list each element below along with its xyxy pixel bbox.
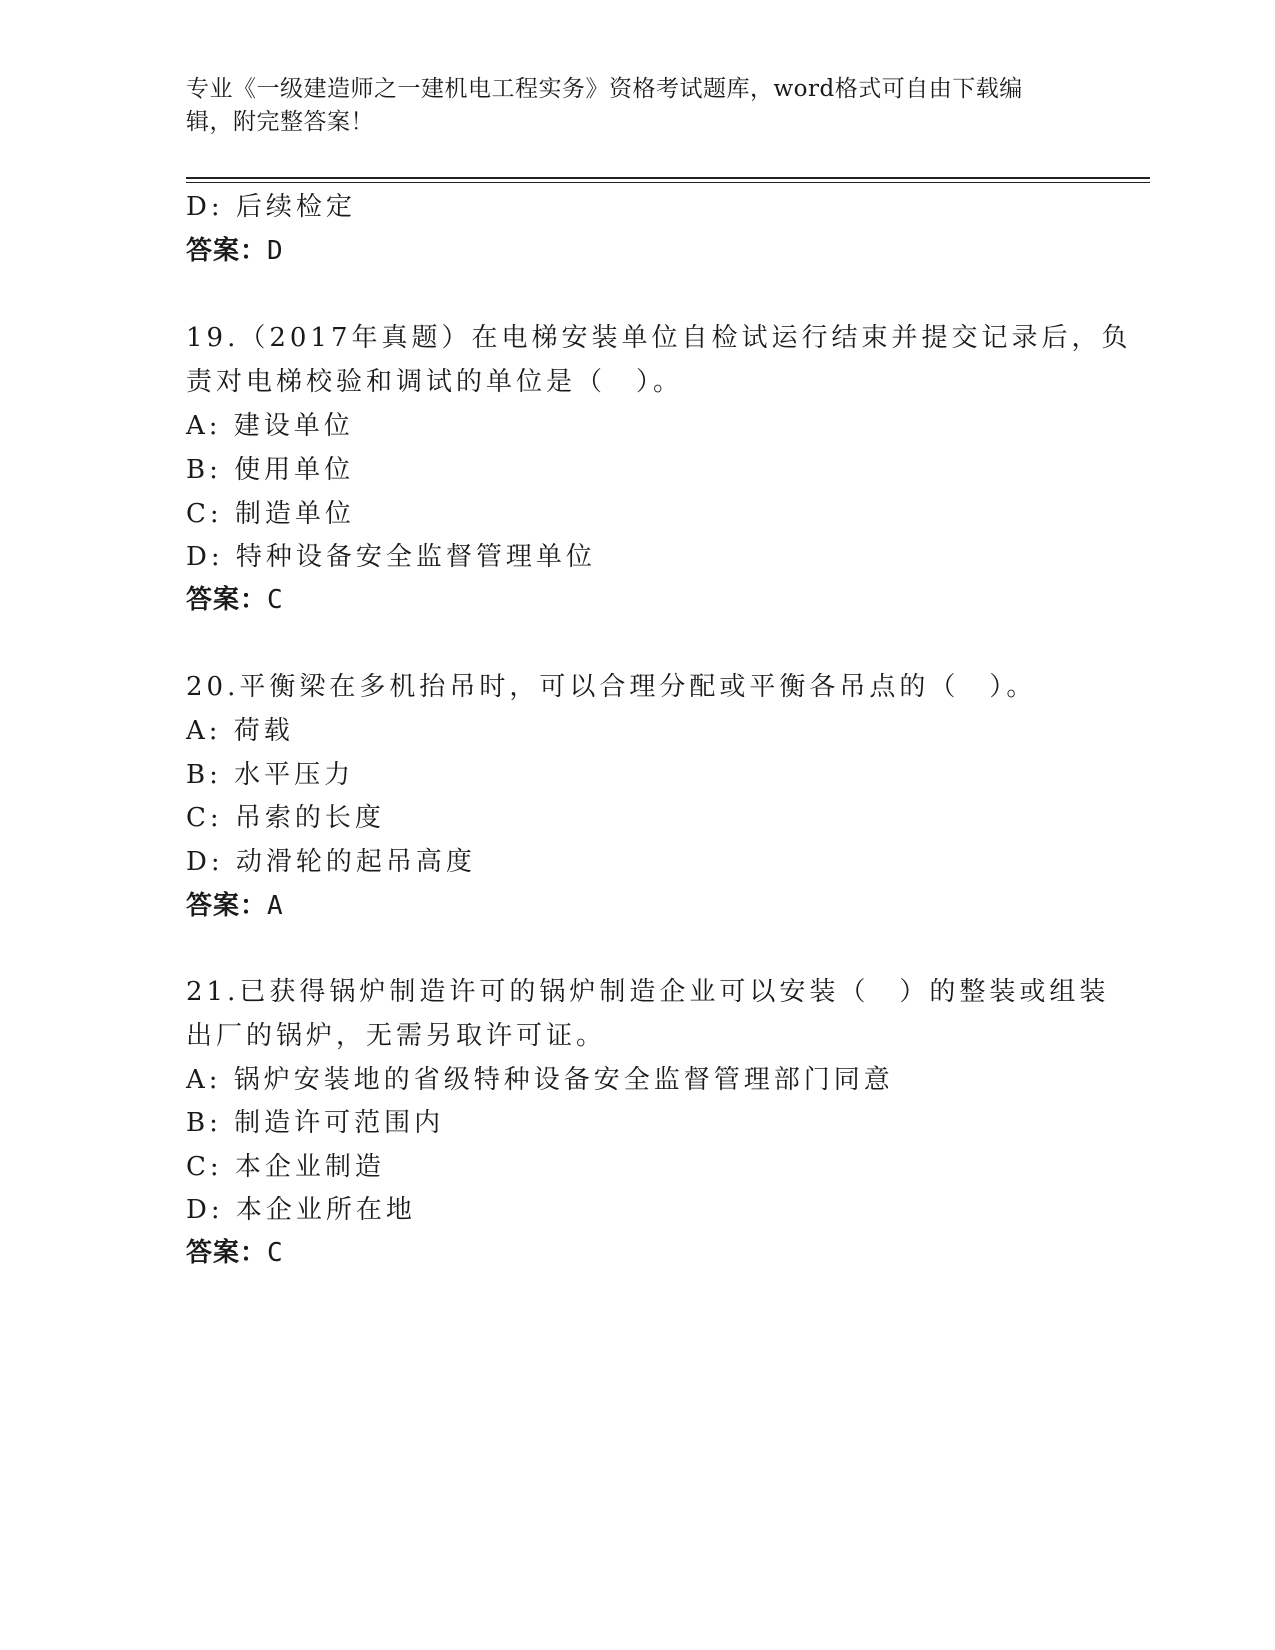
- q21-option-c: C: 本企业制造: [186, 1152, 385, 1182]
- q19-answer: [186, 579, 284, 616]
- q19-option-b: B: 使用单位: [186, 455, 355, 485]
- q20-option-b: B: 水平压力: [186, 760, 355, 790]
- q20-answer: [186, 885, 284, 922]
- header-divider-thick: [186, 177, 1150, 179]
- answer-label: 答案：: [186, 236, 268, 266]
- q19-option-d: D: 特种设备安全监督管理单位: [186, 542, 596, 572]
- answer-value: C: [267, 585, 284, 615]
- answer-label: 答案：: [186, 585, 268, 615]
- q21-option-d: D: 本企业所在地: [186, 1195, 416, 1225]
- q21-option-b: B: 制造许可范围内: [186, 1108, 445, 1138]
- q20-stem-line-1: 20.平衡梁在多机抬吊时，可以合理分配或平衡各吊点的（ ）。: [186, 672, 1037, 702]
- header-line-1: 专业《一级建造师之一建机电工程实务》资格考试题库，word格式可自由下载编: [186, 76, 1023, 102]
- q19-stem-line-2: 责对电梯校验和调试的单位是（ ）。: [186, 367, 684, 397]
- q19-option-a: A: 建设单位: [186, 411, 354, 441]
- answer-label: 答案：: [186, 1238, 268, 1268]
- q21-option-a: A: 锅炉安装地的省级特种设备安全监督管理部门同意: [186, 1065, 894, 1095]
- q20-option-c: C: 吊索的长度: [186, 803, 385, 833]
- document-header: [186, 73, 1086, 139]
- prev-answer: [186, 230, 284, 267]
- q21-answer: [186, 1232, 284, 1269]
- header-line-2: 辑，附完整答案！: [186, 109, 374, 135]
- q20-option-a: A: 荷载: [186, 716, 294, 746]
- answer-value: C: [267, 1238, 284, 1268]
- q21-stem-line-1: 21.已获得锅炉制造许可的锅炉制造企业可以安装（ ）的整装或组装: [186, 977, 1110, 1007]
- answer-value: A: [267, 891, 284, 921]
- answer-value: D: [267, 236, 284, 266]
- answer-label: 答案：: [186, 891, 268, 921]
- q20-option-d: D: 动滑轮的起吊高度: [186, 847, 476, 877]
- prev-option-d: D: 后续检定: [186, 192, 356, 222]
- header-divider-thin: [186, 182, 1150, 183]
- q21-stem-line-2: 出厂的锅炉，无需另取许可证。: [186, 1021, 607, 1051]
- q19-stem-line-1: 19.（2017年真题）在电梯安装单位自检试运行结束并提交记录后，负: [186, 323, 1132, 353]
- q19-option-c: C: 制造单位: [186, 499, 355, 529]
